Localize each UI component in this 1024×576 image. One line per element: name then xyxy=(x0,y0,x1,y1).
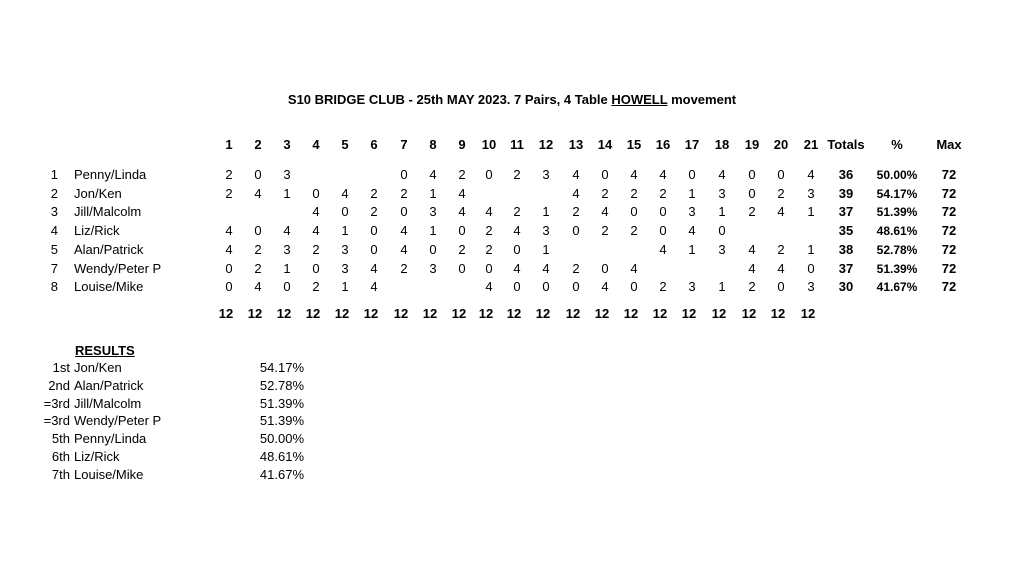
score-cell: 0 xyxy=(688,167,696,182)
score-cell: 3 xyxy=(341,260,349,276)
result-percent: 52.78% xyxy=(259,377,304,393)
score-cell: 4 xyxy=(429,167,437,182)
score-cell: 0 xyxy=(748,167,756,182)
score-cell: 2 xyxy=(601,223,609,239)
score-cell: 2 xyxy=(572,204,580,220)
row-total: 38 xyxy=(838,241,854,257)
score-cell: 4 xyxy=(513,223,521,239)
column-subtotal: 12 xyxy=(770,306,786,321)
score-cell: 4 xyxy=(225,241,233,257)
score-cell: 3 xyxy=(688,204,696,220)
column-subtotal: 12 xyxy=(565,306,581,321)
score-cell: 3 xyxy=(688,279,696,295)
result-rank: 2nd xyxy=(48,377,70,393)
score-cell: 2 xyxy=(225,185,233,201)
score-cell: 1 xyxy=(341,279,349,295)
column-header: 13 xyxy=(568,137,584,152)
score-cell: 1 xyxy=(429,185,437,201)
score-cell: 0 xyxy=(748,185,756,201)
page-title xyxy=(0,92,1024,107)
score-cell: 2 xyxy=(513,204,521,220)
column-subtotal: 12 xyxy=(363,306,379,321)
row-max: 72 xyxy=(941,241,957,257)
score-cell: 4 xyxy=(748,260,756,276)
column-header: 1 xyxy=(225,137,233,152)
column-subtotal: 12 xyxy=(623,306,639,321)
score-cell: 2 xyxy=(777,241,785,257)
pair-name: Jon/Ken xyxy=(74,185,122,201)
column-subtotal: 12 xyxy=(276,306,292,321)
score-cell: 2 xyxy=(254,241,262,257)
score-cell: 1 xyxy=(283,260,291,276)
column-header: 21 xyxy=(803,137,819,152)
pair-number: 5 xyxy=(50,241,58,257)
row-percent: 51.39% xyxy=(876,261,918,276)
result-percent: 51.39% xyxy=(259,395,304,411)
column-header: 18 xyxy=(714,137,730,152)
column-subtotal: 12 xyxy=(594,306,610,321)
score-cell: 2 xyxy=(370,204,378,220)
score-cell: 4 xyxy=(283,223,291,239)
row-percent: 41.67% xyxy=(876,280,918,295)
score-cell: 1 xyxy=(688,241,696,257)
score-cell: 4 xyxy=(458,185,466,201)
score-cell: 1 xyxy=(542,204,550,220)
pair-name: Alan/Patrick xyxy=(74,241,144,257)
score-cell: 2 xyxy=(748,279,756,295)
max-header: Max xyxy=(936,137,962,152)
score-cell: 4 xyxy=(254,279,262,295)
pair-number: 7 xyxy=(50,260,58,276)
row-total: 36 xyxy=(838,167,854,182)
score-cell: 0 xyxy=(807,260,815,276)
pair-number: 3 xyxy=(50,204,58,220)
score-cell: 3 xyxy=(542,167,550,182)
score-cell: 4 xyxy=(341,185,349,201)
column-subtotal: 12 xyxy=(218,306,234,321)
score-cell: 1 xyxy=(718,204,726,220)
score-cell: 2 xyxy=(777,185,785,201)
column-header: 5 xyxy=(341,137,349,152)
score-cell: 2 xyxy=(659,279,667,295)
score-cell: 0 xyxy=(429,241,437,257)
score-cell: 1 xyxy=(807,241,815,257)
column-subtotal: 12 xyxy=(247,306,263,321)
score-cell: 3 xyxy=(718,185,726,201)
score-cell: 0 xyxy=(225,260,233,276)
score-cell: 3 xyxy=(283,167,291,182)
result-name: Liz/Rick xyxy=(74,449,120,464)
column-subtotal: 12 xyxy=(711,306,727,321)
score-cell: 4 xyxy=(542,260,550,276)
score-cell: 4 xyxy=(807,167,815,182)
score-cell: 4 xyxy=(485,279,493,295)
pair-name: Louise/Mike xyxy=(74,279,144,295)
score-cell: 4 xyxy=(688,223,696,239)
score-cell: 3 xyxy=(429,260,437,276)
score-cell: 1 xyxy=(283,185,291,201)
score-cell: 2 xyxy=(513,167,521,182)
row-max: 72 xyxy=(941,223,957,239)
result-rank: 6th xyxy=(51,449,70,464)
score-cell: 4 xyxy=(370,260,378,276)
column-subtotal: 12 xyxy=(506,306,522,321)
score-cell: 3 xyxy=(341,241,349,257)
result-percent: 48.61% xyxy=(259,449,304,464)
score-cell: 2 xyxy=(225,167,233,182)
score-cell: 3 xyxy=(807,279,815,295)
score-cell: 0 xyxy=(458,223,466,239)
score-cell: 1 xyxy=(688,185,696,201)
score-cell: 4 xyxy=(225,223,233,239)
column-header: 14 xyxy=(597,137,613,152)
row-max: 72 xyxy=(941,185,957,201)
pair-name: Penny/Linda xyxy=(74,167,147,182)
row-percent: 51.39% xyxy=(876,205,918,220)
score-cell: 0 xyxy=(370,241,378,257)
score-cell: 0 xyxy=(341,204,349,220)
score-cell: 4 xyxy=(748,241,756,257)
result-name: Penny/Linda xyxy=(74,431,147,447)
score-cell: 2 xyxy=(312,279,320,295)
score-cell: 0 xyxy=(225,279,233,295)
score-cell: 0 xyxy=(312,185,320,201)
row-max: 72 xyxy=(941,167,957,182)
percent-header: % xyxy=(891,137,903,152)
score-cell: 0 xyxy=(458,260,466,276)
pair-number: 4 xyxy=(50,223,58,239)
score-cell: 4 xyxy=(312,223,320,239)
column-subtotal: 12 xyxy=(535,306,551,321)
score-cell: 2 xyxy=(370,185,378,201)
score-cell: 0 xyxy=(485,260,493,276)
column-header: 3 xyxy=(283,137,291,152)
result-name: Jill/Malcolm xyxy=(74,395,142,411)
column-header: 12 xyxy=(538,137,554,152)
column-header: 20 xyxy=(773,137,789,152)
result-percent: 51.39% xyxy=(259,413,304,429)
column-header: 15 xyxy=(626,137,642,152)
score-cell: 0 xyxy=(777,167,785,182)
score-cell: 0 xyxy=(601,167,609,182)
score-cell: 4 xyxy=(400,241,408,257)
column-header: 17 xyxy=(684,137,700,152)
column-subtotal: 12 xyxy=(741,306,757,321)
row-percent: 54.17% xyxy=(876,186,918,201)
score-cell: 1 xyxy=(718,279,726,295)
score-cell: 4 xyxy=(659,241,667,257)
score-cell: 0 xyxy=(718,223,726,239)
score-cell: 3 xyxy=(807,185,815,201)
score-cell: 3 xyxy=(429,204,437,220)
score-cell: 0 xyxy=(254,167,262,182)
column-subtotal: 12 xyxy=(478,306,494,321)
score-cell: 2 xyxy=(458,167,466,182)
score-cell: 4 xyxy=(630,260,638,276)
result-rank: =3rd xyxy=(43,413,70,429)
score-cell: 1 xyxy=(542,241,550,257)
column-header: 4 xyxy=(312,137,320,152)
pair-number: 1 xyxy=(50,167,58,182)
score-cell: 0 xyxy=(370,223,378,239)
score-cell: 1 xyxy=(429,223,437,239)
score-cell: 0 xyxy=(542,279,550,295)
column-header: 19 xyxy=(744,137,760,152)
result-percent: 41.67% xyxy=(259,466,304,482)
score-cell: 2 xyxy=(748,204,756,220)
column-subtotal: 12 xyxy=(422,306,438,321)
score-cell: 0 xyxy=(630,204,638,220)
score-cell: 2 xyxy=(312,241,320,257)
score-cell: 4 xyxy=(777,260,785,276)
score-cell: 2 xyxy=(485,223,493,239)
score-cell: 0 xyxy=(312,260,320,276)
score-cell: 4 xyxy=(601,279,609,295)
result-percent: 50.00% xyxy=(259,431,304,447)
score-cell: 2 xyxy=(630,223,638,239)
score-cell: 4 xyxy=(400,223,408,239)
column-header: 10 xyxy=(481,137,497,152)
score-cell: 0 xyxy=(283,279,291,295)
column-subtotal: 12 xyxy=(681,306,697,321)
score-cell: 4 xyxy=(777,204,785,220)
score-cell: 0 xyxy=(601,260,609,276)
row-total: 37 xyxy=(838,260,854,276)
score-cell: 4 xyxy=(485,204,493,220)
score-cell: 4 xyxy=(572,185,580,201)
score-cell: 1 xyxy=(341,223,349,239)
column-header: 2 xyxy=(254,137,262,152)
row-total: 37 xyxy=(838,204,854,220)
column-header: 8 xyxy=(429,137,437,152)
result-percent: 54.17% xyxy=(259,360,304,375)
row-percent: 48.61% xyxy=(876,224,918,239)
score-cell: 4 xyxy=(312,204,320,220)
score-cell: 2 xyxy=(400,260,408,276)
score-cell: 0 xyxy=(400,204,408,220)
score-cell: 2 xyxy=(254,260,262,276)
row-percent: 50.00% xyxy=(876,168,918,182)
row-max: 72 xyxy=(941,204,957,220)
row-total: 35 xyxy=(838,223,854,239)
result-rank: 1st xyxy=(52,360,70,375)
row-max: 72 xyxy=(941,260,957,276)
score-cell: 3 xyxy=(542,223,550,239)
score-cell: 0 xyxy=(572,223,580,239)
score-cell: 2 xyxy=(572,260,580,276)
score-cell: 4 xyxy=(254,185,262,201)
score-cell: 4 xyxy=(718,167,726,182)
pair-number: 2 xyxy=(50,185,58,201)
score-cell: 2 xyxy=(601,185,609,201)
column-subtotal: 12 xyxy=(800,306,816,321)
column-header: 11 xyxy=(510,137,524,152)
column-subtotal: 12 xyxy=(393,306,409,321)
score-cell: 1 xyxy=(807,204,815,220)
score-cell: 4 xyxy=(458,204,466,220)
result-rank: 5th xyxy=(51,431,70,447)
result-name: Jon/Ken xyxy=(74,360,122,375)
score-cell: 0 xyxy=(485,167,493,182)
pair-name: Jill/Malcolm xyxy=(74,204,142,220)
title-suffix: movement xyxy=(667,92,737,107)
score-cell: 0 xyxy=(659,223,667,239)
result-name: Louise/Mike xyxy=(74,466,144,482)
score-cell: 4 xyxy=(630,167,638,182)
score-cell: 0 xyxy=(254,223,262,239)
column-subtotal: 12 xyxy=(652,306,668,321)
totals-header: Totals xyxy=(827,137,865,152)
score-cell: 4 xyxy=(370,279,378,295)
column-header: 7 xyxy=(400,137,408,152)
row-total: 30 xyxy=(838,279,854,295)
score-cell: 0 xyxy=(400,167,408,182)
score-cell: 0 xyxy=(513,279,521,295)
score-cell: 2 xyxy=(630,185,638,201)
row-percent: 52.78% xyxy=(876,242,918,257)
column-header: 6 xyxy=(370,137,378,152)
score-cell: 4 xyxy=(659,167,667,182)
row-max: 72 xyxy=(941,279,957,295)
column-subtotal: 12 xyxy=(305,306,321,321)
title-prefix: S10 BRIDGE CLUB - 25th MAY 2023. 7 Pairs, 4 Table xyxy=(287,92,612,107)
score-cell: 0 xyxy=(659,204,667,220)
results-heading: RESULTS xyxy=(75,343,135,358)
result-name: Alan/Patrick xyxy=(74,377,144,393)
column-subtotal: 12 xyxy=(334,306,350,321)
column-header: 9 xyxy=(458,137,466,152)
score-cell: 2 xyxy=(400,185,408,201)
score-cell: 3 xyxy=(283,241,291,257)
pair-name: Liz/Rick xyxy=(74,223,120,239)
score-cell: 4 xyxy=(601,204,609,220)
score-cell: 0 xyxy=(777,279,785,295)
column-header: 16 xyxy=(655,137,671,152)
score-cell: 4 xyxy=(572,167,580,182)
score-cell: 0 xyxy=(572,279,580,295)
score-cell: 0 xyxy=(630,279,638,295)
score-cell: 4 xyxy=(513,260,521,276)
score-cell: 2 xyxy=(458,241,466,257)
score-cell: 2 xyxy=(659,185,667,201)
score-cell: 2 xyxy=(485,241,493,257)
score-cell: 0 xyxy=(513,241,521,257)
score-cell: 3 xyxy=(718,241,726,257)
pair-name: Wendy/Peter P xyxy=(74,260,162,276)
pair-number: 8 xyxy=(50,279,58,295)
result-rank: =3rd xyxy=(43,395,70,411)
row-total: 39 xyxy=(838,185,854,201)
result-rank: 7th xyxy=(51,466,70,482)
result-name: Wendy/Peter P xyxy=(74,413,162,429)
title-underlined: HOWELL xyxy=(611,92,668,107)
column-subtotal: 12 xyxy=(451,306,467,321)
